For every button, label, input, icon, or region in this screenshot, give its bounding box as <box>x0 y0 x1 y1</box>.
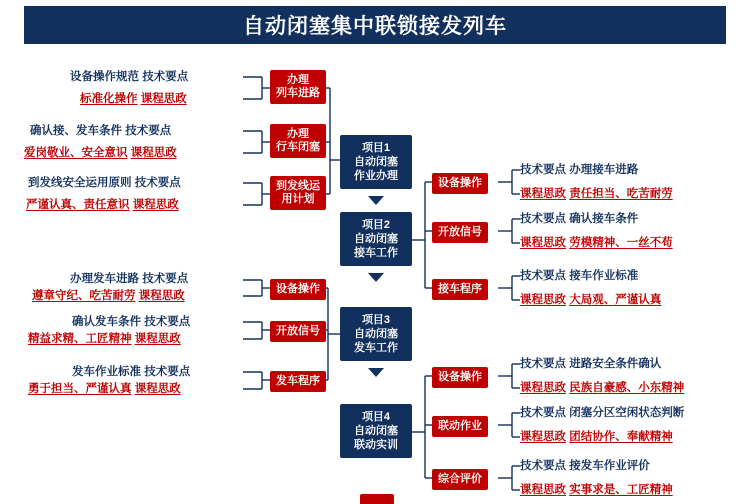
left-row-top-4 <box>24 146 177 160</box>
right-row-bottom-6-key: 课程思政 <box>520 484 566 496</box>
left-row-top-1-text: 设备操作规范 <box>70 71 139 83</box>
left-label-top-3[interactable] <box>270 176 326 210</box>
project-3-line2: 自动闭塞 <box>354 328 398 340</box>
right-row-top-4 <box>520 236 673 250</box>
project-box-4[interactable] <box>340 404 412 458</box>
left-label-bottom-3[interactable]: 发车程序 <box>270 371 326 392</box>
project-arrow-1-2 <box>368 196 384 205</box>
project-box-1[interactable] <box>340 135 412 189</box>
left-row-bottom-5 <box>72 365 190 379</box>
project-1-line3: 作业办理 <box>354 170 398 182</box>
right-label-bottom-3[interactable]: 综合评价 <box>432 469 488 490</box>
left-row-top-3 <box>30 124 171 138</box>
left-label-top-2-line1: 办理 <box>287 128 309 140</box>
project-1-line1: 项目1 <box>361 142 391 154</box>
right-row-top-4-key: 课程思政 <box>520 237 566 249</box>
left-row-top-6-text: 严谨认真、责任意识 <box>26 199 130 211</box>
left-row-top-5-text: 到发线安全运用原则 <box>28 177 132 189</box>
project-3-line1: 项目3 <box>361 314 391 326</box>
left-row-top-3-text: 确认接、发车条件 <box>30 125 122 137</box>
left-row-bottom-3 <box>72 315 190 329</box>
right-row-top-6 <box>520 293 661 307</box>
right-row-top-3-text: 确认接车条件 <box>569 213 639 225</box>
right-label-top-1[interactable]: 设备操作 <box>432 173 488 194</box>
right-row-top-1-text: 办理接车进路 <box>569 164 639 176</box>
left-row-bottom-1-text: 办理发车进路 <box>70 273 139 285</box>
right-row-top-6-key: 课程思政 <box>520 294 566 306</box>
right-row-bottom-2-text: 民族自豪感、小东精神 <box>569 382 685 394</box>
right-row-bottom-6 <box>520 483 673 497</box>
left-row-top-5 <box>28 176 181 190</box>
right-row-bottom-5-text: 接发车作业评价 <box>569 460 650 472</box>
page-title: 自动闭塞集中联锁接发列车 <box>243 15 507 38</box>
right-row-bottom-3-text: 闭塞分区空闲状态判断 <box>569 407 685 419</box>
left-row-bottom-2 <box>32 289 185 303</box>
left-row-bottom-4-text: 精益求精、工匠精神 <box>28 333 132 345</box>
right-row-top-6-text: 大局观、严谨认真 <box>569 294 662 306</box>
right-row-bottom-3-key: 技术要点 <box>520 407 566 419</box>
left-row-bottom-6 <box>28 382 181 396</box>
right-row-top-5 <box>520 269 638 283</box>
left-row-bottom-1-key: 技术要点 <box>142 273 189 285</box>
right-row-top-5-key: 技术要点 <box>520 270 566 282</box>
left-row-bottom-4 <box>28 332 181 346</box>
left-row-bottom-1 <box>70 272 188 286</box>
left-row-top-1 <box>70 70 188 84</box>
project-4-line1: 项目4 <box>361 411 391 423</box>
project-arrow-2-3 <box>368 273 384 282</box>
right-label-top-2[interactable]: 开放信号 <box>432 222 488 243</box>
left-label-top-2[interactable] <box>270 124 326 158</box>
left-row-top-5-key: 技术要点 <box>134 177 181 189</box>
left-row-top-6-key: 课程思政 <box>132 199 179 211</box>
left-label-bottom-2[interactable]: 开放信号 <box>270 321 326 342</box>
right-row-bottom-4-text: 团结协作、奉献精神 <box>569 431 673 443</box>
page-title-bar <box>24 6 726 44</box>
left-label-top-1[interactable] <box>270 70 326 104</box>
right-row-top-1-key: 技术要点 <box>520 164 566 176</box>
left-label-top-2-line2: 行车闭塞 <box>276 141 320 153</box>
project-4-line2: 自动闭塞 <box>354 425 398 437</box>
left-row-bottom-2-key: 课程思政 <box>138 290 185 302</box>
bottom-accent-mark <box>360 494 394 504</box>
project-box-2[interactable] <box>340 212 412 266</box>
right-row-top-4-text: 劳模精神、一丝不苟 <box>569 237 673 249</box>
project-1-line2: 自动闭塞 <box>354 156 398 168</box>
right-row-bottom-2-key: 课程思政 <box>520 382 566 394</box>
left-label-top-3-line1: 到发线运 <box>276 180 320 192</box>
right-row-bottom-1-key: 技术要点 <box>520 358 566 370</box>
right-row-bottom-5-key: 技术要点 <box>520 460 566 472</box>
left-row-top-2-text: 标准化操作 <box>80 93 138 105</box>
left-row-top-1-key: 技术要点 <box>142 71 189 83</box>
left-row-bottom-2-text: 遵章守纪、吃苦耐劳 <box>32 290 136 302</box>
right-label-bottom-1[interactable]: 设备操作 <box>432 367 488 388</box>
project-3-line3: 发车工作 <box>354 342 398 354</box>
right-label-top-3[interactable]: 接车程序 <box>432 279 488 300</box>
left-label-top-1-line1: 办理 <box>287 74 309 86</box>
right-row-bottom-1-text: 进路安全条件确认 <box>569 358 662 370</box>
left-row-top-4-text: 爱岗敬业、安全意识 <box>24 147 128 159</box>
left-row-bottom-5-key: 技术要点 <box>144 366 191 378</box>
right-row-top-2 <box>520 187 673 201</box>
left-row-bottom-3-text: 确认发车条件 <box>72 316 141 328</box>
left-label-top-1-line2: 列车进路 <box>276 87 320 99</box>
project-box-3[interactable] <box>340 307 412 361</box>
right-row-bottom-5 <box>520 459 650 473</box>
left-row-bottom-6-key: 课程思政 <box>134 383 181 395</box>
left-row-bottom-3-key: 技术要点 <box>144 316 191 328</box>
project-2-line1: 项目2 <box>361 219 391 231</box>
left-label-bottom-1[interactable]: 设备操作 <box>270 279 326 300</box>
right-row-bottom-2 <box>520 381 684 395</box>
project-2-line2: 自动闭塞 <box>354 233 398 245</box>
right-row-top-2-text: 责任担当、吃苦耐劳 <box>569 188 673 200</box>
right-row-top-5-text: 接车作业标准 <box>569 270 639 282</box>
right-row-bottom-3 <box>520 406 684 420</box>
right-row-top-2-key: 课程思政 <box>520 188 566 200</box>
right-row-bottom-4 <box>520 430 673 444</box>
left-row-top-6 <box>26 198 179 212</box>
project-2-line3: 接车工作 <box>354 247 398 259</box>
right-row-bottom-1 <box>520 357 661 371</box>
left-row-top-2 <box>80 92 187 106</box>
left-label-top-3-line2: 用计划 <box>281 193 315 205</box>
right-row-bottom-4-key: 课程思政 <box>520 431 566 443</box>
left-row-bottom-5-text: 发车作业标准 <box>72 366 141 378</box>
left-row-top-3-key: 技术要点 <box>125 125 172 137</box>
right-label-bottom-2[interactable]: 联动作业 <box>432 416 488 437</box>
right-row-top-3 <box>520 212 638 226</box>
project-arrow-3-4 <box>368 368 384 377</box>
right-row-bottom-6-text: 实事求是、工匠精神 <box>569 484 673 496</box>
left-row-top-4-key: 课程思政 <box>130 147 177 159</box>
project-4-line3: 联动实训 <box>354 439 398 451</box>
left-row-top-2-key: 课程思政 <box>140 93 187 105</box>
left-row-bottom-6-text: 勇于担当、严谨认真 <box>28 383 132 395</box>
right-row-top-1 <box>520 163 638 177</box>
right-row-top-3-key: 技术要点 <box>520 213 566 225</box>
left-row-bottom-4-key: 课程思政 <box>134 333 181 345</box>
